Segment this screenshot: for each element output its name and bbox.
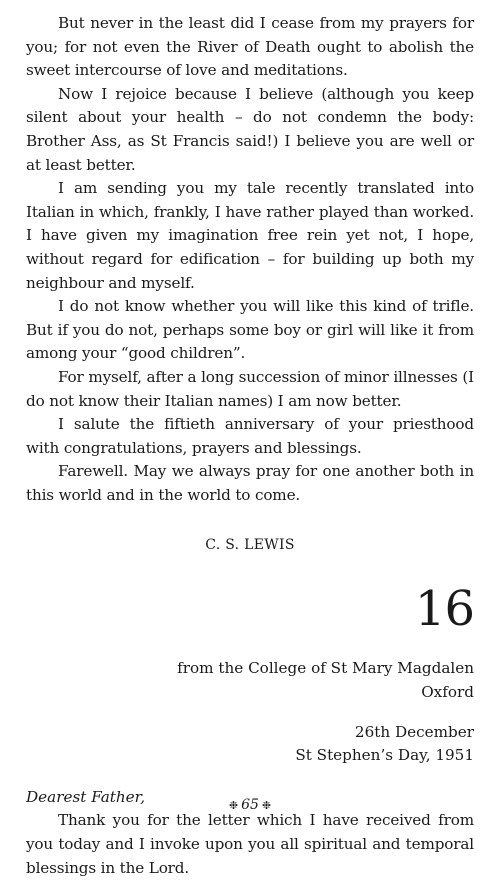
date-line: 26th December	[354, 722, 474, 741]
sender-address-line: Oxford	[421, 683, 474, 702]
paragraph: But never in the least did I cease from my prayers for you; for not even the River of Death ought to abolish the sweet intercourse of love and meditations.	[26, 14, 474, 80]
paragraph: I am sending you my tale recently translated into Italian in which, frankly, I have rather played than worked. I have given my imagination free rein yet not, I hope, without regard for edification – for building up both my neighbour and myself.	[26, 179, 474, 292]
ornament-icon: ❉	[261, 799, 272, 812]
paragraph: Farewell. May we always pray for one another both in this world and in the world to come.	[26, 462, 474, 504]
paragraph: For myself, after a long succession of minor illnesses (I do not know their Italian names) I am now better.	[26, 367, 474, 410]
sender-address-line: from the College of St Mary Magdalen	[177, 659, 474, 678]
ornament-icon: ❉	[228, 799, 239, 812]
paragraph: I do not know whether you will like this kind of trifle. But if you do not, perhaps some boy or girl will like it from among your “good children”.	[26, 297, 474, 363]
letter-date	[26, 721, 474, 768]
paragraph: I salute the fiftieth anniversary of your priesthood with congratulations, prayers and blessings.	[26, 415, 474, 457]
date-line: St Stephen’s Day, 1951	[295, 746, 474, 765]
signature: C. S. LEWIS	[205, 537, 295, 554]
letter-number: 16	[414, 581, 474, 638]
book-page	[26, 12, 474, 880]
sender-address	[26, 657, 474, 704]
paragraph: Now I rejoice because I believe (although you keep silent about your health – do not condemn the body: Brother Ass, as St Francis said!) I believe you are well or at least better.	[26, 84, 474, 174]
page-number	[0, 797, 500, 813]
salutation: Dearest Father,	[26, 787, 146, 806]
paragraph: Thank you for the letter which I have received from you today and I invoke upon you all spiritual and temporal blessings in the Lord.	[26, 811, 474, 877]
page-number-value: 65	[241, 797, 259, 813]
